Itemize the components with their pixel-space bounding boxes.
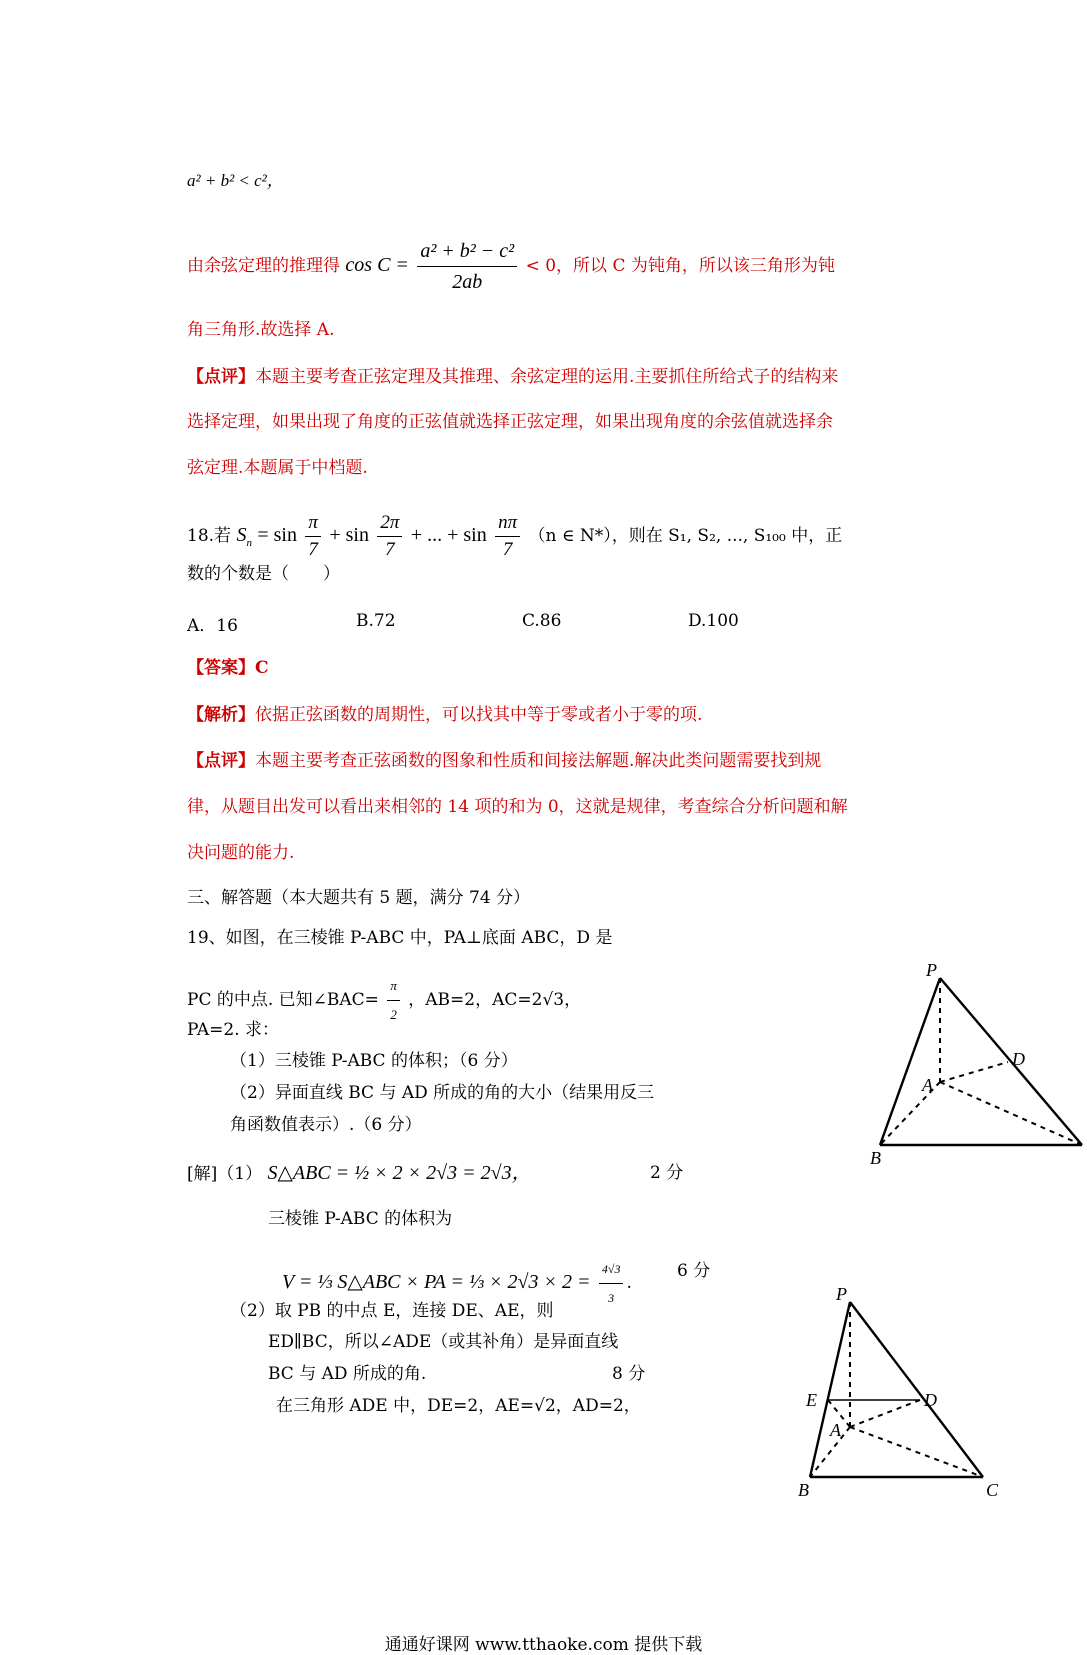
question-19-line-3: PA=2. 求：	[187, 1020, 280, 1040]
cosine-numerator: a² + b² − c²	[417, 236, 517, 267]
solution-line-7: 在三角形 ADE 中，DE=2，AE=√2，AD=2，	[276, 1396, 641, 1416]
comment-2-line-1	[187, 750, 821, 772]
option-a: A．16	[187, 616, 238, 636]
frac-den: 3	[608, 1291, 615, 1305]
comment-text: 弦定理.本题属于中档题.	[187, 458, 368, 478]
solution-line-2: 三棱锥 P-ABC 的体积为	[268, 1209, 453, 1229]
fraction-4sqrt3-3	[599, 1255, 624, 1312]
section-heading: 三、解答题（本大题共有 5 题，满分 74 分）	[187, 888, 531, 908]
comment-text: 决问题的能力.	[187, 843, 295, 863]
line-inequality	[187, 170, 284, 192]
edge-pb	[880, 978, 940, 1145]
period: .	[626, 1273, 632, 1293]
comment-tag: 【点评】	[187, 751, 255, 771]
label-a: A	[830, 1420, 841, 1440]
edge-ad	[940, 1062, 1008, 1082]
label-a: A	[922, 1075, 933, 1095]
comment-1-line-3	[187, 457, 368, 479]
label-c: C	[986, 1480, 999, 1500]
analysis-tag: 【解析】	[187, 705, 255, 725]
comment-text: 本题主要考查正弦定理及其推理、余弦定理的运用.主要抓住所给式子的结构来	[255, 367, 839, 387]
conclusion-line	[187, 319, 335, 341]
question-19-part-1: （1）三棱锥 P-ABC 的体积；（6 分）	[230, 1051, 518, 1071]
sn-symbol: $S_n$	[236, 524, 252, 549]
option-b: B.72	[356, 611, 396, 631]
area-formula: S△ABC = ½ × 2 × 2√3 = 2√3，	[267, 1162, 532, 1184]
answer-tag: 【答案】	[187, 658, 255, 678]
score-2: 2 分	[650, 1163, 684, 1183]
frac-den: 7	[308, 539, 318, 560]
edge-ad	[850, 1400, 920, 1427]
analysis-text: 依据正弦函数的周期性，可以找其中等于零或者小于零的项.	[255, 705, 703, 725]
comment-text: 本题主要考查正弦函数的图象和性质和间接法解题.解决此类问题需要找到规	[255, 751, 822, 771]
frac-den: 2	[390, 1007, 397, 1022]
conclusion-text: 角三角形.故选择 A.	[187, 320, 335, 340]
frac-num: 4√3	[599, 1255, 624, 1284]
frac-num: π	[305, 510, 321, 537]
pyramid-figure-2	[800, 1282, 1040, 1512]
solution-line-6: BC 与 AD 所成的角.	[268, 1364, 427, 1384]
cos-c-label: cos C =	[345, 254, 409, 276]
fraction-npi-7	[495, 510, 520, 563]
comment-2-line-3	[187, 842, 294, 864]
edge-pc	[850, 1302, 983, 1477]
label-p: P	[836, 1284, 847, 1304]
question-19-part-2: （2）异面直线 BC 与 AD 所成的角的大小（结果用反三	[230, 1083, 655, 1103]
analysis-line	[187, 704, 702, 726]
question-18-line-1	[187, 510, 842, 563]
question-number: 18.若	[187, 526, 232, 546]
inequality-text: a² + b² < c²，	[187, 171, 284, 190]
frac-num: π	[387, 972, 400, 1001]
cosine-formula-line	[187, 236, 835, 297]
fraction-pi-7	[305, 510, 321, 563]
fraction-pi-2	[387, 972, 400, 1029]
question-text: 数的个数是（ ）	[187, 564, 340, 584]
comment-text: 选择定理，如果出现了角度的正弦值就选择正弦定理，如果出现角度的余弦值就选择余	[187, 412, 833, 432]
solution-line-4: （2）取 PB 的中点 E，连接 DE、AE，则	[230, 1301, 554, 1321]
comment-2-line-2	[187, 796, 848, 818]
frac-num: nπ	[495, 510, 520, 537]
comment-text: 律，从题目出发可以看出来相邻的 14 项的和为 0，这就是规律，考查综合分析问题和解	[187, 797, 848, 817]
question-text: ，AB=2，AC=2√3，	[408, 990, 582, 1010]
edge-pc	[940, 978, 1082, 1145]
cosine-conclusion-text: < 0，所以 C 为钝角，所以该三角形为钝	[525, 256, 835, 276]
fraction-2pi-7	[377, 510, 402, 563]
question-18-line-2	[187, 563, 340, 585]
score-8: 8 分	[612, 1364, 646, 1384]
page-footer: 通通好课网 www.tthaoke.com 提供下载	[384, 1635, 703, 1655]
comment-1-line-1	[187, 366, 838, 388]
frac-num: 2π	[377, 510, 402, 537]
cosine-fraction	[417, 236, 517, 297]
edge-ac	[940, 1082, 1082, 1145]
question-19-line-1: 19、如图，在三棱锥 P-ABC 中，PA⊥底面 ABC，D 是	[187, 928, 613, 948]
answer-value: C	[255, 658, 269, 678]
option-c: C.86	[522, 611, 562, 631]
question-19-part-2-cont: 角函数值表示）.（6 分）	[230, 1115, 422, 1135]
label-d: D	[924, 1390, 937, 1410]
plus-dots-sin: + ... + sin	[410, 524, 487, 546]
condition-text: （n ∈ N*），则在 S₁, S₂, ..., S₁₀₀ 中，正	[528, 526, 843, 546]
cosine-reasoning-text: 由余弦定理的推理得	[187, 256, 340, 276]
score-6: 6 分	[677, 1261, 711, 1281]
label-b: B	[870, 1148, 881, 1168]
pyramid-figure-1	[860, 960, 1087, 1180]
cosine-denominator: 2ab	[452, 271, 483, 293]
solution-line-5: ED∥BC，所以∠ADE（或其补角）是异面直线	[268, 1332, 619, 1352]
label-b: B	[798, 1480, 809, 1500]
solution-line-1	[187, 1160, 532, 1187]
question-text: PC 的中点. 已知∠BAC=	[187, 990, 379, 1010]
plus-sin: + sin	[329, 524, 369, 546]
label-e: E	[806, 1390, 817, 1410]
equals-sin: = sin	[257, 524, 297, 546]
label-d: D	[1012, 1049, 1025, 1069]
volume-formula: V = ⅓ S△ABC × PA = ⅓ × 2√3 × 2 =	[282, 1271, 591, 1293]
option-d: D.100	[688, 611, 739, 631]
comment-1-line-2	[187, 411, 833, 433]
frac-den: 7	[502, 539, 513, 560]
solution-tag: [解]（1）	[187, 1164, 263, 1184]
label-p: P	[926, 960, 937, 980]
comment-tag: 【点评】	[187, 367, 255, 387]
answer-line	[187, 657, 269, 679]
frac-den: 7	[385, 539, 395, 560]
